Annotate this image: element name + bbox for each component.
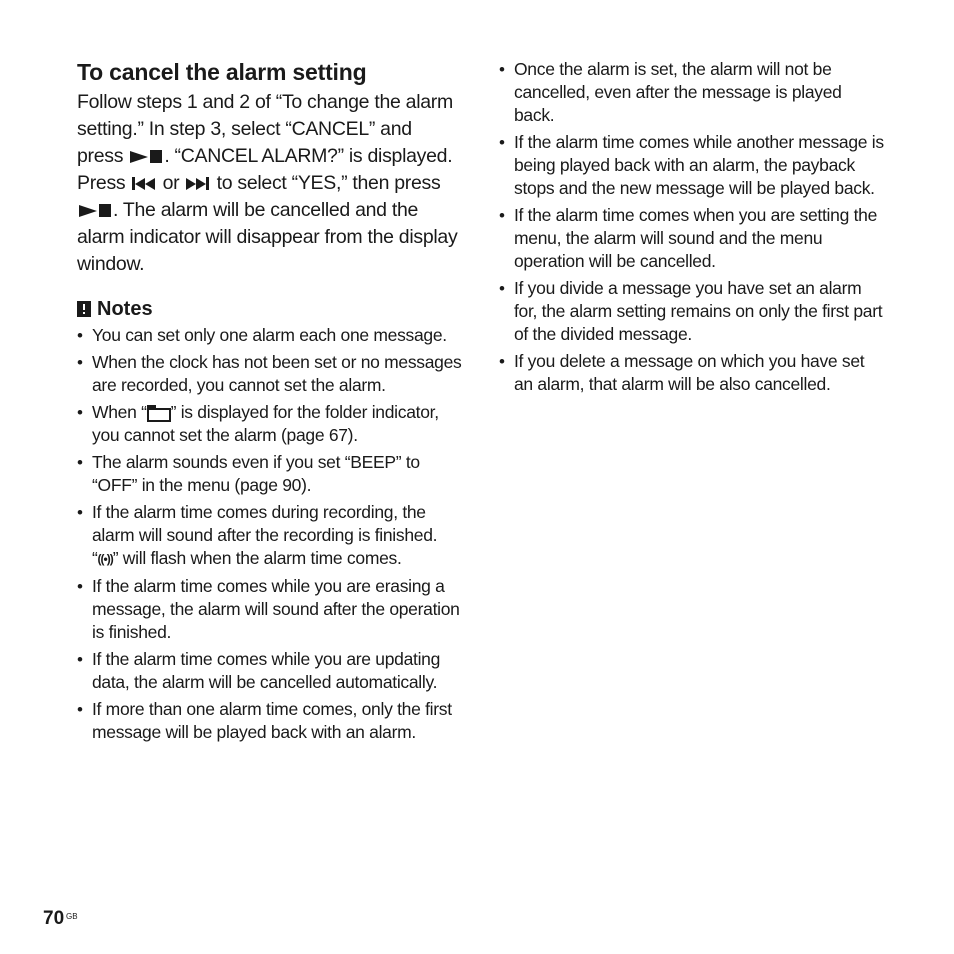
note-text: You can set only one alarm each one message. (92, 325, 447, 345)
list-item: • You can set only one alarm each one message. (77, 325, 447, 345)
play-stop-icon (79, 204, 111, 217)
note-text: If the alarm time comes while you are updating data, the alarm will be cancelled automatically. (92, 649, 441, 692)
list-item: • If more than one alarm time comes, only the first message will be played back with an alarm. (77, 699, 452, 742)
list-item: • If the alarm time comes while another message is being played back with an alarm, the payback stops and the new message will be played back. (499, 132, 884, 198)
note-text: When the clock has not been set or no messages are recorded, you cannot set the alarm. (92, 352, 462, 395)
left-column (77, 58, 462, 748)
folder-icon (147, 405, 171, 420)
note-text: If you divide a message you have set an alarm for, the alarm setting remains on only the first part of the divided message. (514, 278, 883, 344)
play-stop-icon (130, 150, 162, 163)
next-track-icon (186, 177, 209, 190)
instruction-text-3: or (162, 172, 180, 194)
instruction-text-5: . The alarm will be cancelled and the alarm indicator will disappear from the display window. (77, 199, 458, 275)
list-item: • Once the alarm is set, the alarm will not be cancelled, even after the message is played back. (499, 59, 842, 125)
note-text: When “ (92, 402, 147, 422)
right-column (499, 58, 884, 400)
notes-heading-label: Notes (97, 297, 153, 320)
alarm-icon: ((•)) (97, 552, 113, 566)
list-item: • If the alarm time comes while you are updating data, the alarm will be cancelled automatically. (77, 649, 441, 692)
previous-track-icon (132, 177, 155, 190)
note-text: If the alarm time comes during recording, the alarm will sound after the recording is finished. “ (92, 502, 438, 568)
list-item: • If the alarm time comes during recording, the alarm will sound after the recording is finished. “((•))” will flash when the alarm time comes. (77, 502, 438, 568)
list-item: • If you delete a message on which you have set an alarm, that alarm will be also cancelled. (499, 351, 865, 394)
list-item: • When the clock has not been set or no messages are recorded, you cannot set the alarm. (77, 352, 462, 395)
note-text: If more than one alarm time comes, only the first message will be played back with an alarm. (92, 699, 452, 742)
notes-icon (77, 301, 91, 317)
notes-list-left (77, 324, 462, 744)
note-text: ” will flash when the alarm time comes. (112, 548, 402, 568)
page-number: 70 (43, 908, 65, 929)
note-text: If the alarm time comes while you are erasing a message, the alarm will sound after the operation is finished. (92, 576, 460, 642)
note-text: If the alarm time comes when you are setting the menu, the alarm will sound and the menu operation will be cancelled. (514, 205, 878, 271)
list-item: • The alarm sounds even if you set “BEEP” to “OFF” in the menu (page 90). (77, 452, 420, 495)
instruction-text-2: . “CANCEL ALARM?” is displayed. Press (77, 145, 453, 194)
instruction-text-1: Follow steps 1 and 2 of “To change the alarm setting.” In step 3, select “CANCEL” and press (77, 91, 453, 167)
note-text: Once the alarm is set, the alarm will not be cancelled, even after the message is played back. (514, 59, 842, 125)
list-item: • When “ ” is displayed for the folder indicator, you cannot set the alarm (page 67). (77, 402, 439, 445)
notes-list-right (499, 58, 884, 396)
list-item: • If the alarm time comes while you are erasing a message, the alarm will sound after the operation is finished. (77, 576, 460, 642)
list-item: • If the alarm time comes when you are setting the menu, the alarm will sound and the menu operation will be cancelled. (499, 205, 878, 271)
note-text: If you delete a message on which you have set an alarm, that alarm will be also cancelled. (514, 351, 865, 394)
cancel-instructions (77, 89, 462, 278)
note-text: ” is displayed for the folder indicator, you cannot set the alarm (page 67). (92, 402, 439, 445)
page-region-label: GB (66, 912, 78, 921)
section-title: To cancel the alarm setting (77, 59, 367, 85)
instruction-text-4: to select “YES,” then press (216, 172, 441, 194)
note-text: If the alarm time comes while another message is being played back with an alarm, the payback stops and the new message will be played back. (514, 132, 884, 198)
notes-heading (77, 296, 462, 322)
note-text: The alarm sounds even if you set “BEEP” to “OFF” in the menu (page 90). (92, 452, 420, 495)
list-item: • If you divide a message you have set an alarm for, the alarm setting remains on only the first part of the divided message. (499, 278, 883, 344)
